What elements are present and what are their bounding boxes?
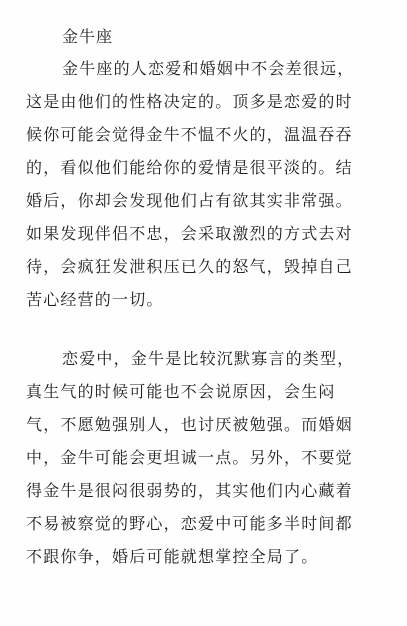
article-title: 金牛座 — [62, 27, 114, 46]
text-line: 金牛座的人恋爱和婚姻中不会差很远， — [62, 59, 355, 78]
text-line: 气，不愿勉强别人，也讨厌被勉强。而婚姻 — [26, 415, 353, 434]
text-line: 这是由他们的性格决定的。顶多是恋爱的时 — [26, 92, 353, 111]
text-line: 待，会疯狂发泄积压已久的怒气，毁掉自己 — [26, 257, 353, 276]
paragraph-1 — [26, 52, 354, 316]
text-line: 的，看似他们能给你的爱情是很平淡的。结 — [26, 158, 353, 177]
paragraph-2 — [26, 342, 354, 573]
text-line: 得金牛是很闷很弱势的，其实他们内心藏着 — [26, 481, 353, 500]
text-line: 候你可能会觉得金牛不愠不火的，温温吞吞 — [26, 125, 353, 144]
text-line: 婚后，你却会发现他们占有欲其实非常强。 — [26, 191, 353, 210]
text-line: 真生气的时候可能也不会说原因，会生闷 — [26, 382, 336, 401]
text-line: 不跟你争，婚后可能就想掌控全局了。 — [26, 547, 319, 566]
text-line: 苦心经营的一切。 — [26, 290, 164, 309]
text-line: 不易被察觉的野心，恋爱中可能多半时间都 — [26, 514, 353, 533]
text-line: 中，金牛可能会更坦诚一点。另外，不要觉 — [26, 448, 353, 467]
text-line: 恋爱中，金牛是比较沉默寡言的类型， — [62, 349, 355, 368]
text-line: 如果发现伴侣不忠，会采取激烈的方式去对 — [26, 224, 353, 243]
